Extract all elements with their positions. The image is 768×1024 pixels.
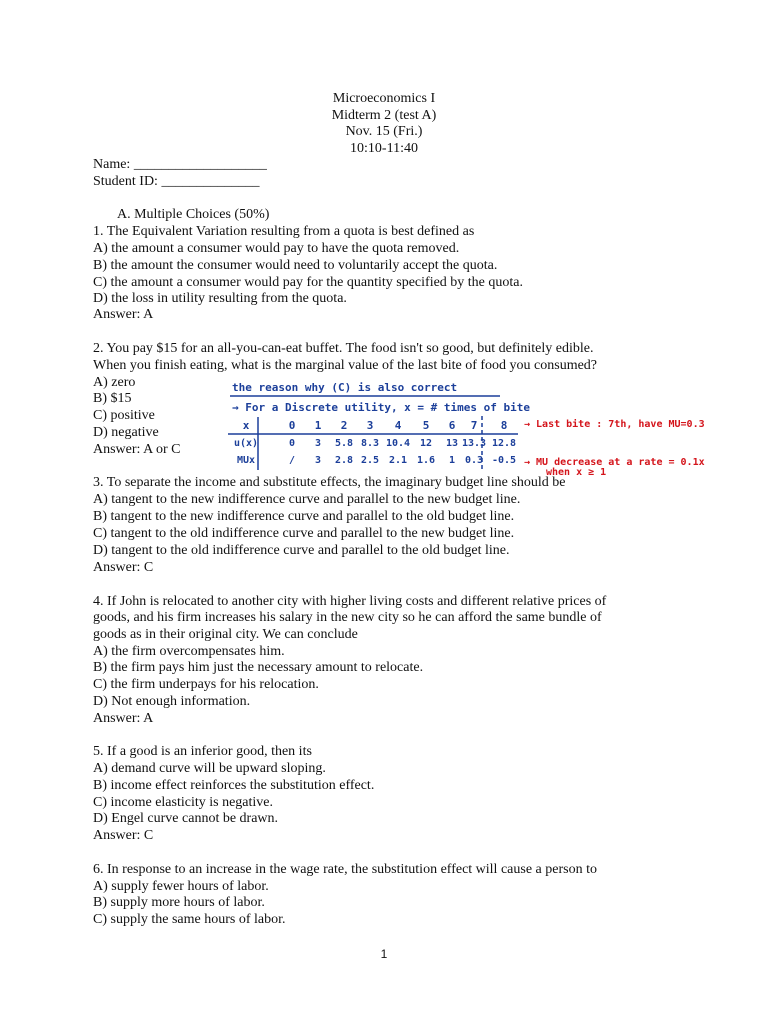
annotation-title-underline [230,394,502,398]
row-x-cell: 8 [500,419,508,432]
annotation-title: the reason why (C) is also correct [232,381,458,394]
q1-option-b: B) the amount the consumer would need to voluntarily accept the quota. [93,258,498,273]
q6-option-c: C) supply the same hours of labor. [93,912,286,927]
annotation-note-mu-rate: → MU decrease at a rate = 0.1x [524,457,705,468]
q2-option-b: B) $15 [93,391,132,406]
q4-option-c: C) the firm underpays for his relocation. [93,677,319,692]
q4-option-a: A) the firm overcompensates him. [93,644,285,659]
row-mu-cell: 1 [448,455,456,466]
row-u-cell: 12 [419,438,433,449]
row-u-cell: 5.8 [334,438,354,449]
q4-stem-2: goods, and his firm increases his salary in the new city so he can afford the same bundle of [93,610,602,625]
q3-stem: 3. To separate the income and substitute effects, the imaginary budget line should be [93,475,566,490]
row-x-cell: 0 [288,419,296,432]
q5-option-d: D) Engel curve cannot be drawn. [93,811,279,826]
q5-stem: 5. If a good is an inferior good, then its [93,744,312,759]
row-x-label: x [242,419,250,432]
row-u-cell: 8.3 [360,438,380,449]
annotation-subtitle: → For a Discrete utility, x = # times of bite [232,401,531,414]
row-mu-cell: / [288,455,296,466]
q6-option-b: B) supply more hours of labor. [93,895,265,910]
q2-option-a: A) zero [93,375,136,390]
q2-option-c: C) positive [93,408,155,423]
q3-option-d: D) tangent to the old indifference curve and parallel to the old budget line. [93,543,510,558]
q4-option-b: B) the firm pays him just the necessary amount to relocate. [93,660,424,675]
q5-option-b: B) income effect reinforces the substitution effect. [93,778,375,793]
row-u-cell: 3 [314,438,322,449]
q2-answer: Answer: A or C [93,442,181,457]
row-u-cell: 13 [445,438,459,449]
row-u-cell: 0 [288,438,296,449]
q2-stem-1: 2. You pay $15 for an all-you-can-eat buffet. The food isn't so good, but definitely edible. [93,341,594,356]
annotation-row-mu [232,454,522,468]
row-mu-cell: 0.3 [464,455,484,466]
q4-stem-3: goods as in their original city. We can conclude [93,627,358,642]
exam-title: Midterm 2 (test A) [331,108,437,123]
row-x-cell: 1 [314,419,322,432]
row-u-cell: 12.8 [491,438,517,449]
q4-stem-1: 4. If John is relocated to another city with higher living costs and different relative prices of [93,594,607,609]
q3-option-c: C) tangent to the old indifference curve and parallel to the new budget line. [93,526,515,541]
page-number: 1 [380,947,388,961]
course-title: Microeconomics I [332,91,436,106]
q1-option-a: A) the amount a consumer would pay to have the quota removed. [93,241,460,256]
q6-stem: 6. In response to an increase in the wage rate, the substitution effect will cause a person to [93,862,597,877]
row-x-cell: 2 [340,419,348,432]
q2-stem-2: When you finish eating, what is the marginal value of the last bite of food you consumed? [93,358,598,373]
row-mu-label: MUx [236,455,256,466]
q4-option-d: D) Not enough information. [93,694,251,709]
row-x-cell: 7 [470,419,478,432]
row-u-cell: 13.3 [461,438,487,449]
q6-option-a: A) supply fewer hours of labor. [93,879,269,894]
q5-option-a: A) demand curve will be upward sloping. [93,761,326,776]
row-mu-cell: 1.6 [416,455,436,466]
exam-date: Nov. 15 (Fri.) [345,124,423,139]
q3-option-b: B) tangent to the new indifference curve and parallel to the old budget line. [93,509,515,524]
row-x-cell: 6 [448,419,456,432]
row-x-cell: 5 [422,419,430,432]
student-id-field: Student ID: ______________ [93,174,260,189]
exam-time: 10:10-11:40 [350,141,418,156]
q1-option-d: D) the loss in utility resulting from the quota. [93,291,347,306]
row-mu-cell: 2.1 [388,455,408,466]
q1-stem: 1. The Equivalent Variation resulting from a quota is best defined as [93,224,475,239]
q3-option-a: A) tangent to the new indifference curve and parallel to the new budget line. [93,492,521,507]
row-mu-cell: 3 [314,455,322,466]
name-field: Name: ___________________ [93,157,267,172]
row-u-cell: 10.4 [385,438,411,449]
q1-answer: Answer: A [93,307,154,322]
row-x-cell: 4 [394,419,402,432]
row-mu-cell: 2.8 [334,455,354,466]
annotation-note-last-bite: → Last bite : 7th, have MU=0.3 [524,419,705,430]
q5-option-c: C) income elasticity is negative. [93,795,274,810]
annotation-note-condition: when x ≥ 1 [546,467,607,478]
q1-option-c: C) the amount a consumer would pay for the quantity specified by the quota. [93,275,524,290]
row-x-cell: 3 [366,419,374,432]
q3-answer: Answer: C [93,560,154,575]
row-u-label: u(x) [233,438,259,449]
section-title: A. Multiple Choices (50%) [117,207,270,222]
row-mu-cell: -0.5 [491,455,517,466]
row-mu-cell: 2.5 [360,455,380,466]
q5-answer: Answer: C [93,828,154,843]
annotation-row-u [232,437,522,451]
q2-option-d: D) negative [93,425,159,440]
q4-answer: Answer: A [93,711,154,726]
